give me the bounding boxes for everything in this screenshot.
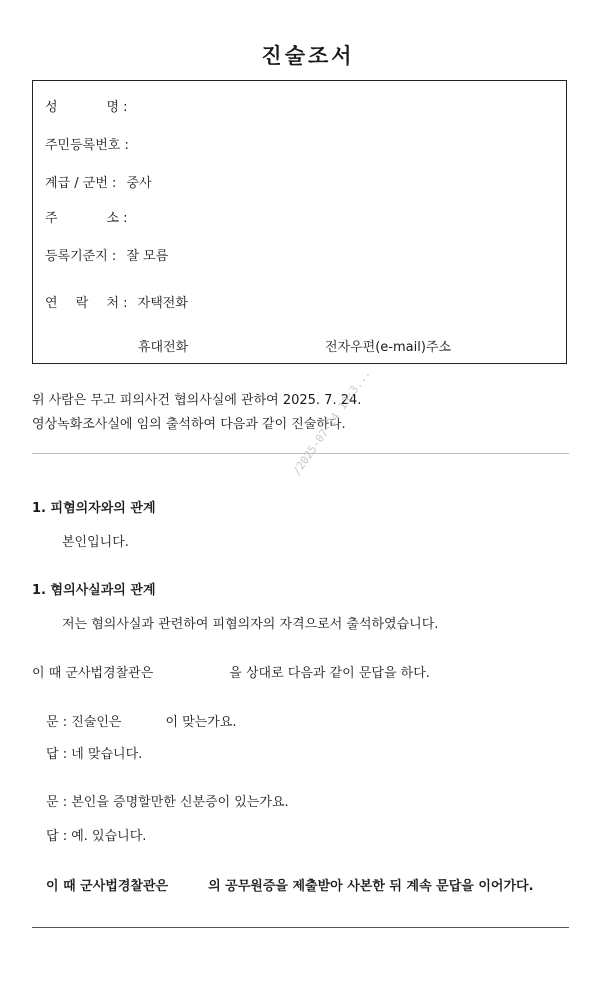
divider-top: [32, 453, 569, 454]
section-1-body: 본인입니다.: [62, 535, 129, 550]
section-2-heading: 1. 혐의사실과의 관계: [32, 583, 156, 598]
answer-2: 답 : 예. 있습니다.: [46, 829, 147, 844]
registered-value: 잘 모름: [126, 249, 169, 264]
section-2-body: 저는 혐의사실과 관련하여 피혐의자의 자격으로서 출석하였습니다.: [62, 617, 439, 632]
rank-label: 계급 / 군번: [45, 176, 108, 191]
address-label: 주 소: [45, 211, 119, 226]
timestamp-watermark: /2025-07-24 13:3...: [290, 366, 373, 478]
rrn-label: 주민등록번호: [45, 138, 121, 153]
registered-row: 등록기준지 : 잘 모름: [45, 245, 168, 264]
divider-bottom: [32, 927, 569, 928]
name-label: 성 명: [45, 100, 119, 115]
rrn-row: 주민등록번호 :: [45, 134, 135, 153]
question-2: 문 : 본인을 증명할만한 신분증이 있는가요.: [46, 795, 289, 810]
closing-statement: 이 때 군사법경찰관은 의 공무원증을 제출받아 사본한 뒤 계속 문답을 이어가다.: [46, 879, 534, 894]
mobile-phone-label: 휴대전화: [138, 340, 189, 355]
contact-row: 연 락 처 : 자택전화: [45, 292, 188, 311]
answer-1: 답 : 네 맞습니다.: [46, 747, 143, 762]
intro-line-1: 위 사람은 무고 피의사건 협의사실에 관하여 2025. 7. 24.: [32, 393, 362, 408]
contact-home-phone: 자택전화: [137, 296, 188, 311]
rank-value: 중사: [126, 176, 152, 191]
registered-label: 등록기준지: [45, 249, 108, 264]
document-title: 진술조서: [261, 44, 355, 68]
rank-row: 계급 / 군번 : 중사: [45, 172, 152, 191]
personal-info-box: [32, 80, 567, 364]
qa-intro: 이 때 군사법경찰관은 을 상대로 다음과 같이 문답을 하다.: [32, 666, 430, 681]
contact-label: 연 락 처: [45, 296, 119, 311]
question-1: 문 : 진술인은 이 맞는가요.: [46, 715, 237, 730]
section-1-heading: 1. 피혐의자와의 관계: [32, 501, 156, 516]
email-label: 전자우편(e-mail)주소: [325, 340, 452, 355]
address-row: 주 소 :: [45, 207, 134, 226]
intro-line-2: 영상녹화조사실에 임의 출석하여 다음과 같이 진술하다.: [32, 417, 346, 432]
name-row: 성 명 :: [45, 96, 134, 115]
